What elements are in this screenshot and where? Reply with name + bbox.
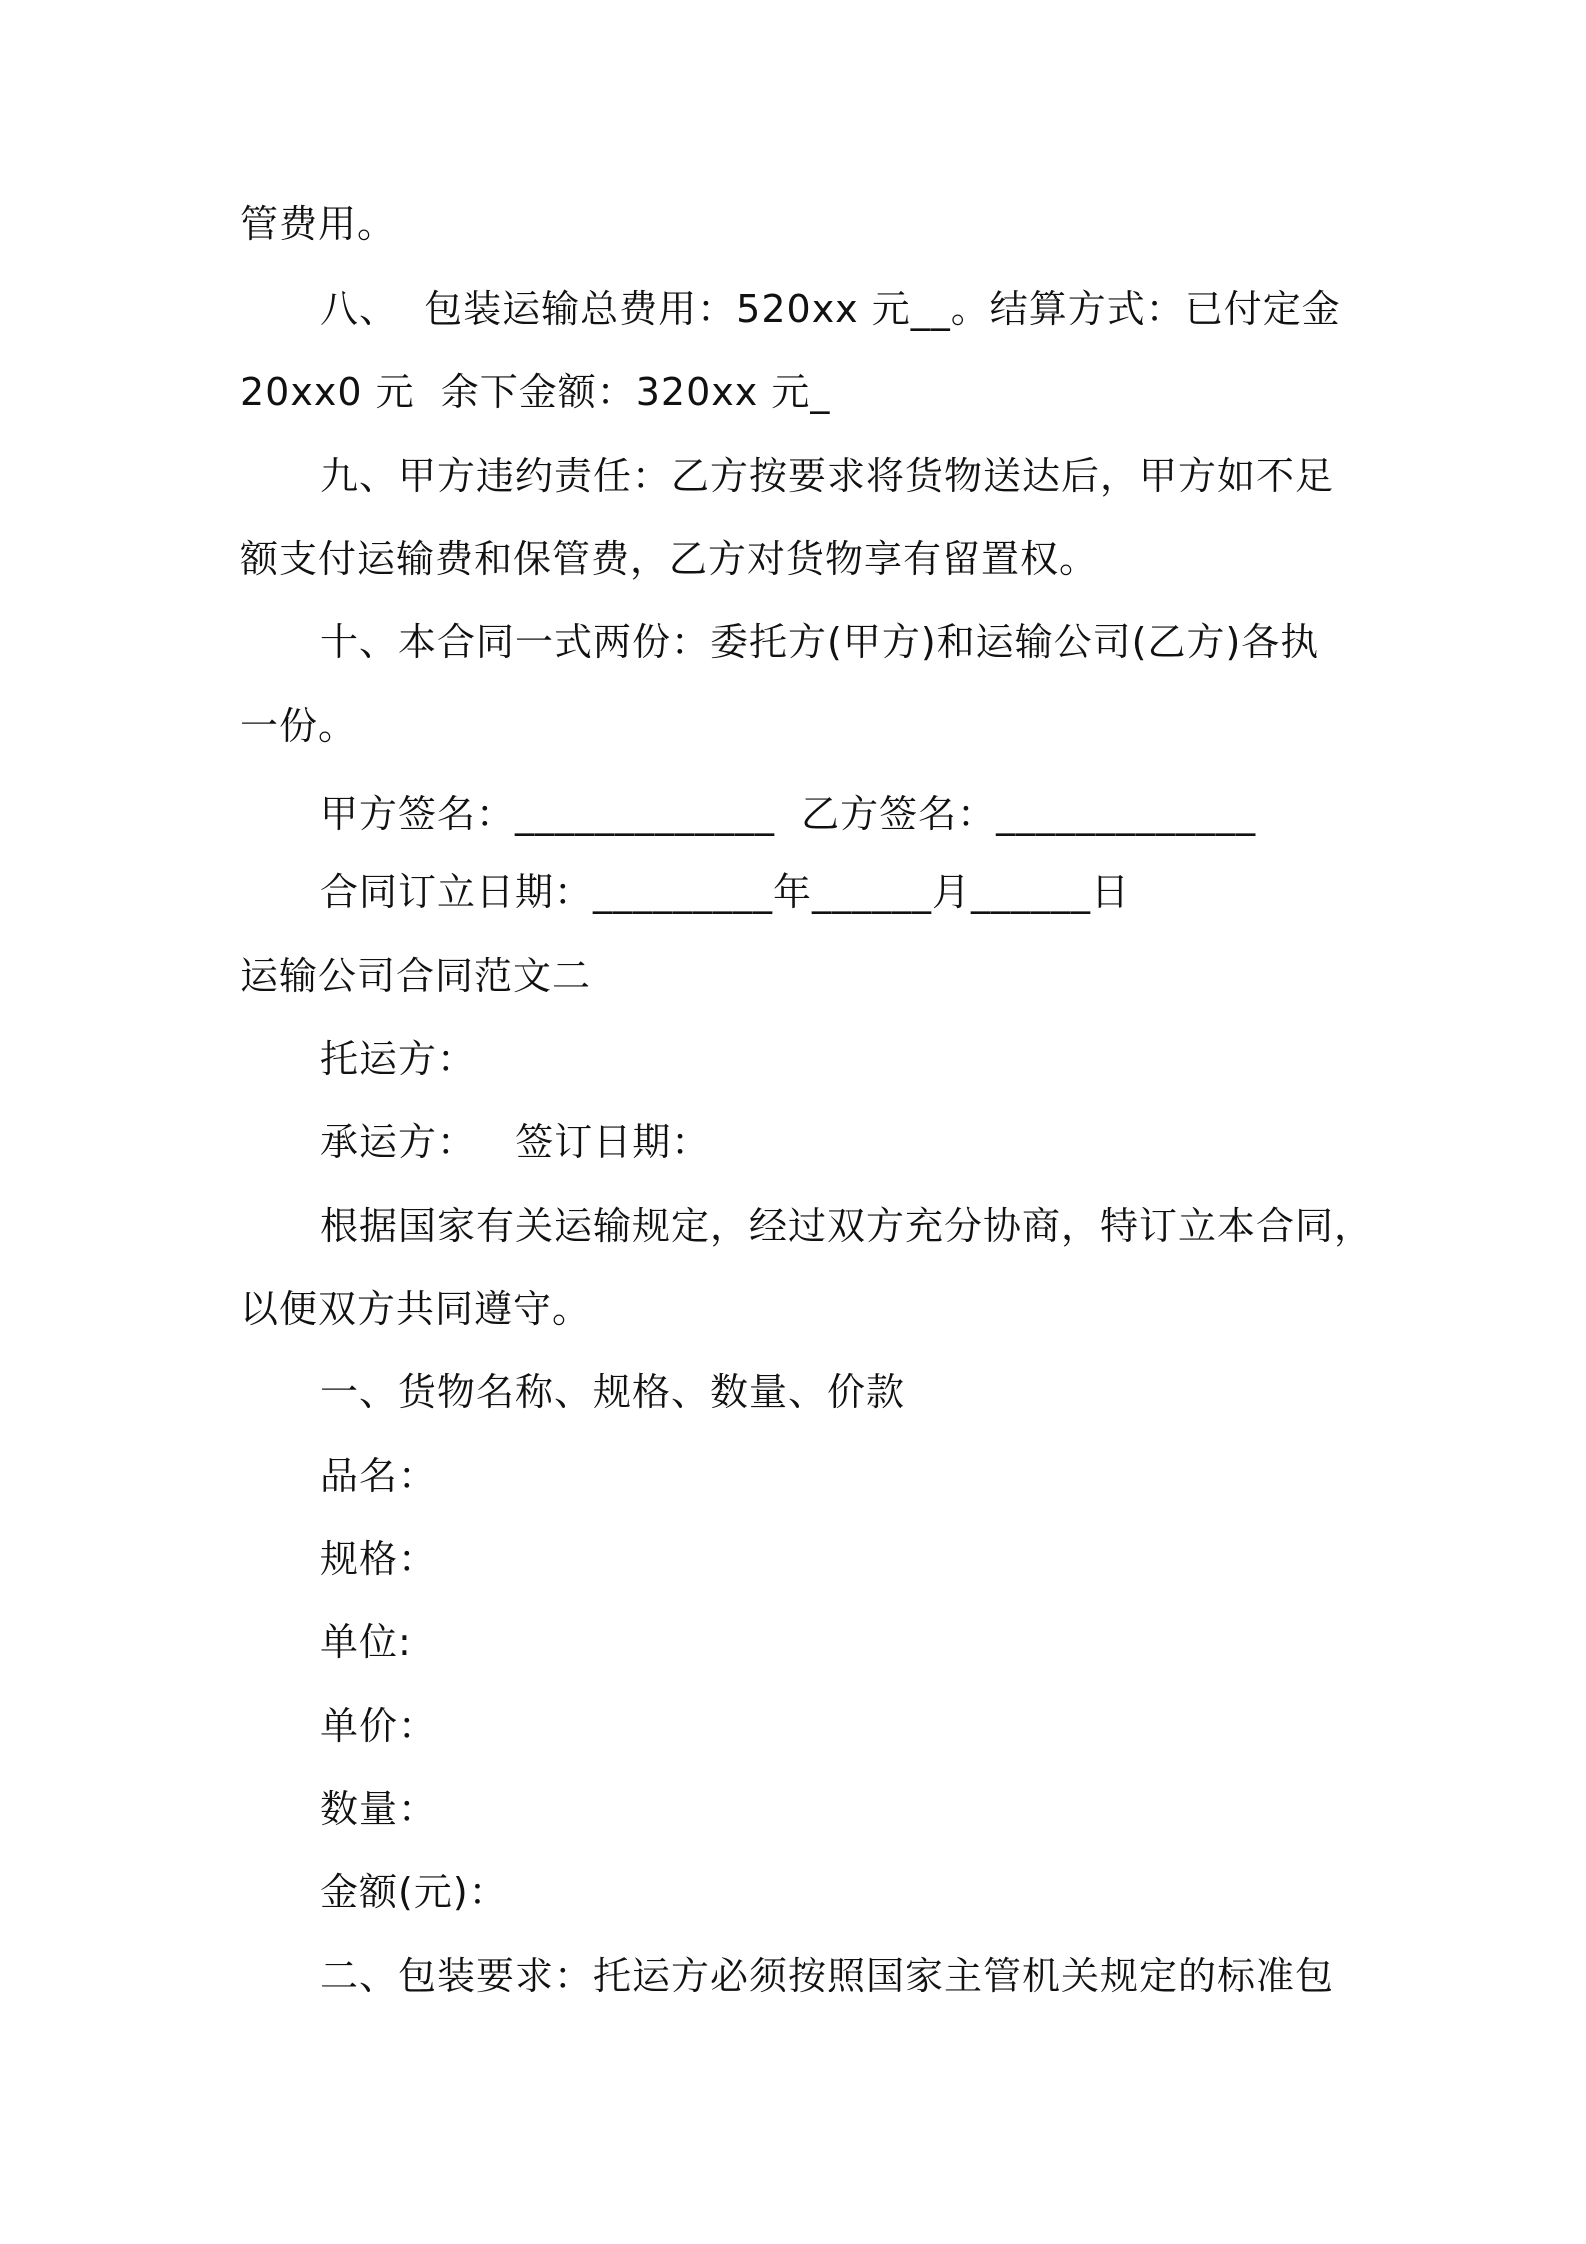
- text-line: 二、包装要求：托运方必须按照国家主管机关规定的标准包: [320, 1954, 1335, 1998]
- text-line: 规格：: [320, 1537, 438, 1581]
- text-line: 托运方：: [320, 1037, 477, 1081]
- section-title: 运输公司合同范文二: [240, 954, 592, 998]
- text-line: 20xx0 元 余下金额：320xx 元_: [240, 370, 831, 414]
- text-line: 十、本合同一式两份：委托方(甲方)和运输公司(乙方)各执: [320, 620, 1320, 664]
- text-line: 单位:: [320, 1620, 412, 1664]
- text-line: 单价：: [320, 1704, 438, 1748]
- text-line: 以便双方共同遵守。: [240, 1287, 592, 1331]
- text-line: 一、货物名称、规格、数量、价款: [320, 1370, 906, 1414]
- text-line: 金额(元)：: [320, 1870, 508, 1914]
- text-line: 根据国家有关运输规定，经过双方充分协商，特订立本合同，: [320, 1204, 1374, 1248]
- date-line: 合同订立日期：_________年______月______日: [320, 870, 1131, 914]
- text-line: 八、 包装运输总费用：520xx 元__。结算方式：已付定金: [320, 287, 1341, 331]
- text-line: 管费用。: [240, 202, 397, 246]
- text-line: 额支付运输费和保管费，乙方对货物享有留置权。: [240, 537, 1099, 581]
- signature-line: 甲方签名：_____________ 乙方签名：_____________: [320, 792, 1257, 836]
- text-line: 一份。: [240, 704, 358, 748]
- text-line: 承运方： 签订日期：: [320, 1120, 711, 1164]
- text-line: 数量：: [320, 1787, 438, 1831]
- text-line: 品名：: [320, 1454, 438, 1498]
- text-line: 九、甲方违约责任：乙方按要求将货物送达后，甲方如不足: [320, 454, 1335, 498]
